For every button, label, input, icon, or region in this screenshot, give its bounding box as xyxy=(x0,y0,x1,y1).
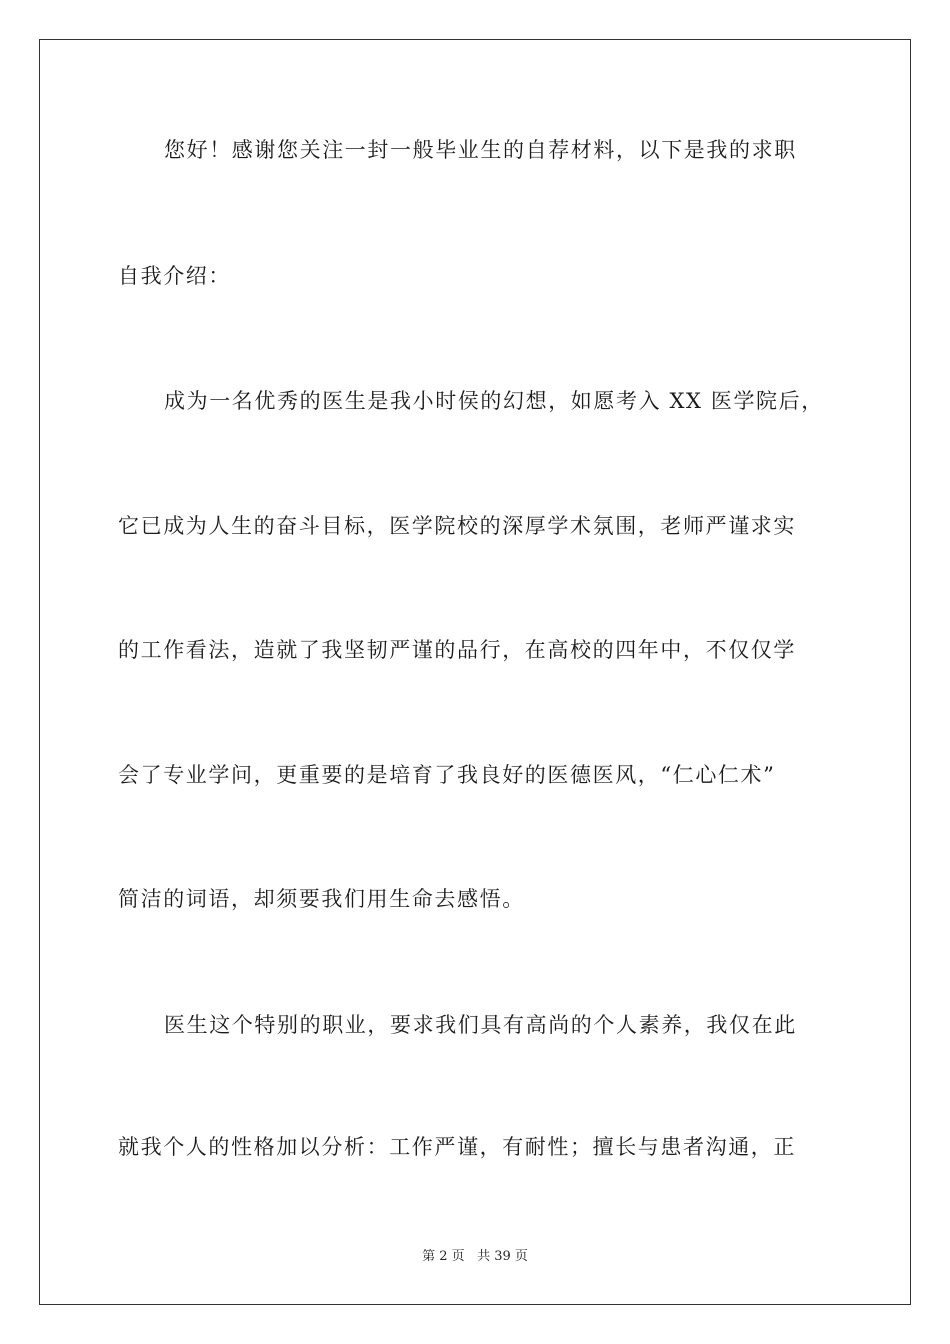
paragraph-2-line-3: 的工作看法，造就了我坚韧严谨的品行，在高校的四年中，不仅仅学 xyxy=(118,638,796,662)
paragraph-3-line-1: 医生这个特别的职业，要求我们具有高尚的个人素养，我仅在此 xyxy=(164,1013,797,1037)
paragraph-2-line-2: 它已成为人生的奋斗目标，医学院校的深厚学术氛围，老师严谨求实 xyxy=(118,514,796,538)
paragraph-1-line-2: 自我介绍： xyxy=(118,264,231,288)
paragraph-3-line-2: 就我个人的性格加以分析：工作严谨，有耐性；擅长与患者沟通，正 xyxy=(118,1135,796,1159)
page-footer xyxy=(0,1248,950,1266)
paragraph-2-line-4: 会了专业学问，更重要的是培育了我良好的医德医风，“仁心仁术” xyxy=(118,763,776,787)
paragraph-2-line-5: 简洁的词语，却须要我们用生命去感悟。 xyxy=(118,887,525,911)
paragraph-1-line-1: 您好！感谢您关注一封一般毕业生的自荐材料，以下是我的求职 xyxy=(164,138,797,162)
paragraph-2-line-1: 成为一名优秀的医生是我小时侯的幻想，如愿考入 XX 医学院后， xyxy=(164,389,824,413)
total-pages: 共 39 页 xyxy=(477,1249,528,1264)
page-number: 第 2 页 xyxy=(422,1249,465,1264)
page-border xyxy=(39,39,911,1305)
